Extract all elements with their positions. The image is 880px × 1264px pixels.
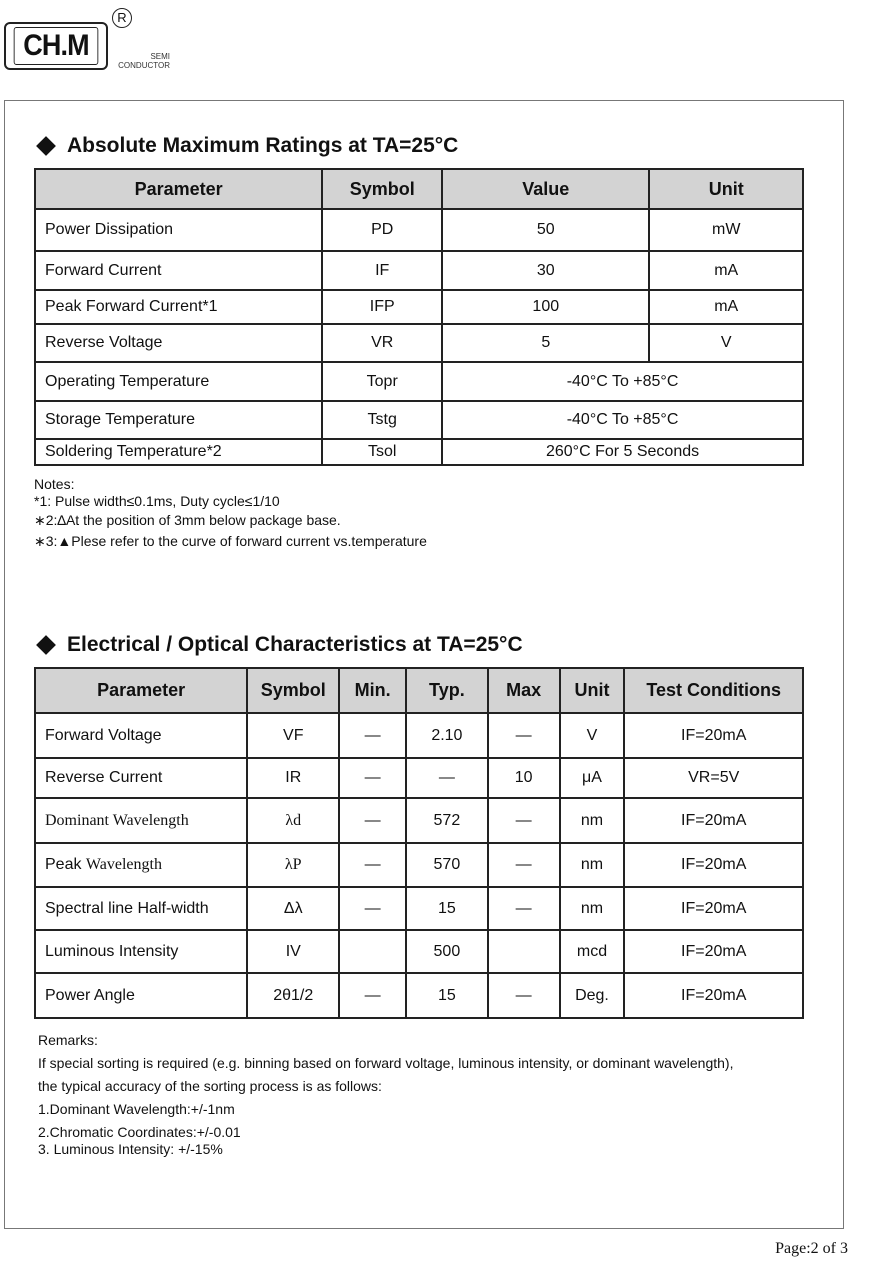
typ-cell: 572 bbox=[406, 798, 488, 843]
remarks-block bbox=[38, 1029, 733, 1158]
value-cell: 50 bbox=[442, 209, 649, 251]
table-row bbox=[35, 930, 803, 973]
unit-cell: V bbox=[560, 713, 625, 758]
min-cell bbox=[339, 930, 406, 973]
remarks-text: If special sorting is required (e.g. binning based on forward voltage, luminous intensity, or dominant wavelength), bbox=[38, 1055, 734, 1071]
condition-cell: IF=20mA bbox=[624, 843, 803, 887]
remark-item: 1.Dominant Wavelength:+/-1nm bbox=[38, 1101, 235, 1117]
typ-cell: 500 bbox=[406, 930, 488, 973]
max-cell: 10 bbox=[488, 758, 560, 798]
parameter-cell: Reverse Current bbox=[35, 758, 247, 798]
parameter-cell: Soldering Temperature*2 bbox=[35, 439, 322, 465]
unit-cell: Deg. bbox=[560, 973, 625, 1018]
parameter-cell: Peak Forward Current*1 bbox=[35, 290, 322, 324]
column-header: Symbol bbox=[247, 668, 339, 713]
typ-cell: 15 bbox=[406, 973, 488, 1018]
parameter-cell: Storage Temperature bbox=[35, 401, 322, 439]
table-row bbox=[35, 401, 803, 439]
typ-cell: — bbox=[406, 758, 488, 798]
column-header: Unit bbox=[649, 169, 803, 209]
table-header-row bbox=[35, 169, 803, 209]
parameter-cell: Operating Temperature bbox=[35, 362, 322, 401]
notes-block bbox=[34, 476, 427, 552]
unit-cell: mcd bbox=[560, 930, 625, 973]
column-header: Value bbox=[442, 169, 649, 209]
note-item: *1: Pulse width≤0.1ms, Duty cycle≤1/10 bbox=[34, 493, 280, 509]
max-cell: — bbox=[488, 798, 560, 843]
column-header: Test Conditions bbox=[624, 668, 803, 713]
symbol-cell: IF bbox=[322, 251, 442, 290]
parameter-cell bbox=[35, 843, 247, 887]
table-row bbox=[35, 713, 803, 758]
unit-cell: nm bbox=[560, 887, 625, 930]
value-cell: -40°C To +85°C bbox=[442, 362, 803, 401]
unit-cell: mA bbox=[649, 290, 803, 324]
table-row bbox=[35, 251, 803, 290]
tagline-line-1: SEMI bbox=[150, 52, 170, 61]
registered-trademark-icon: R bbox=[112, 8, 132, 28]
symbol-cell: IV bbox=[247, 930, 339, 973]
remark-item: 2.Chromatic Coordinates:+/-0.01 bbox=[38, 1124, 241, 1140]
value-cell: -40°C To +85°C bbox=[442, 401, 803, 439]
column-header: Typ. bbox=[406, 668, 488, 713]
typ-cell: 570 bbox=[406, 843, 488, 887]
table-row bbox=[35, 209, 803, 251]
condition-cell: IF=20mA bbox=[624, 713, 803, 758]
symbol-cell: Tstg bbox=[322, 401, 442, 439]
table-row bbox=[35, 758, 803, 798]
min-cell: — bbox=[339, 973, 406, 1018]
symbol-cell: IR bbox=[247, 758, 339, 798]
table-row bbox=[35, 887, 803, 930]
parameter-cell: Spectral line Half-width bbox=[35, 887, 247, 930]
table-header-row bbox=[35, 668, 803, 713]
symbol-cell: VR bbox=[322, 324, 442, 362]
notes-heading: Notes: bbox=[34, 476, 75, 492]
parameter-cell: Luminous Intensity bbox=[35, 930, 247, 973]
unit-cell: nm bbox=[560, 798, 625, 843]
page-number: Page:2 of 3 bbox=[775, 1240, 848, 1257]
min-cell: — bbox=[339, 887, 406, 930]
typ-cell: 15 bbox=[406, 887, 488, 930]
electrical-title-text: Electrical / Optical Characteristics at TA=25°C bbox=[67, 633, 523, 656]
condition-cell: IF=20mA bbox=[624, 798, 803, 843]
symbol-cell: IFP bbox=[322, 290, 442, 324]
table-row bbox=[35, 843, 803, 887]
condition-cell: IF=20mA bbox=[624, 973, 803, 1018]
min-cell: — bbox=[339, 843, 406, 887]
parameter-cell: Reverse Voltage bbox=[35, 324, 322, 362]
max-cell: — bbox=[488, 887, 560, 930]
condition-cell: IF=20mA bbox=[624, 930, 803, 973]
min-cell: — bbox=[339, 713, 406, 758]
value-cell: 260°C For 5 Seconds bbox=[442, 439, 803, 465]
note-item: ∗2:∆At the position of 3mm below package base. bbox=[34, 512, 341, 528]
value-cell: 100 bbox=[442, 290, 649, 324]
parameter-cell: Forward Voltage bbox=[35, 713, 247, 758]
parameter-prefix: Peak bbox=[45, 856, 86, 873]
remarks-heading: Remarks: bbox=[38, 1032, 98, 1048]
value-cell: 30 bbox=[442, 251, 649, 290]
diamond-bullet-icon bbox=[36, 635, 56, 655]
unit-cell: V bbox=[649, 324, 803, 362]
unit-cell: mW bbox=[649, 209, 803, 251]
electrical-title bbox=[36, 633, 523, 657]
parameter-cell: Power Dissipation bbox=[35, 209, 322, 251]
column-header: Parameter bbox=[35, 169, 322, 209]
absolute-max-table bbox=[34, 168, 804, 466]
logo-tagline bbox=[116, 52, 170, 70]
unit-cell: mA bbox=[649, 251, 803, 290]
symbol-cell: VF bbox=[247, 713, 339, 758]
column-header: Parameter bbox=[35, 668, 247, 713]
symbol-cell: λd bbox=[247, 798, 339, 843]
max-cell: — bbox=[488, 713, 560, 758]
symbol-cell: 2θ1/2 bbox=[247, 973, 339, 1018]
column-header: Symbol bbox=[322, 169, 442, 209]
table-row bbox=[35, 439, 803, 465]
electrical-table bbox=[34, 667, 804, 1019]
parameter-suffix: Wavelength bbox=[85, 856, 162, 873]
table-row bbox=[35, 362, 803, 401]
symbol-cell: PD bbox=[322, 209, 442, 251]
remarks-text: the typical accuracy of the sorting process is as follows: bbox=[38, 1078, 382, 1094]
note-item: ∗3:▲Plese refer to the curve of forward current vs.temperature bbox=[34, 533, 427, 549]
column-header: Min. bbox=[339, 668, 406, 713]
min-cell: — bbox=[339, 758, 406, 798]
parameter-cell: Dominant Wavelength bbox=[35, 798, 247, 843]
absolute-max-title bbox=[36, 134, 458, 158]
condition-cell: IF=20mA bbox=[624, 887, 803, 930]
min-cell: — bbox=[339, 798, 406, 843]
typ-cell: 2.10 bbox=[406, 713, 488, 758]
max-cell: — bbox=[488, 843, 560, 887]
symbol-cell: Topr bbox=[322, 362, 442, 401]
remark-item: 3. Luminous Intensity: +/-15% bbox=[38, 1141, 223, 1157]
symbol-cell: λP bbox=[247, 843, 339, 887]
unit-cell: μA bbox=[560, 758, 625, 798]
symbol-cell: Δλ bbox=[247, 887, 339, 930]
table-row bbox=[35, 973, 803, 1018]
parameter-cell: Power Angle bbox=[35, 973, 247, 1018]
diamond-bullet-icon bbox=[36, 136, 56, 156]
condition-cell: VR=5V bbox=[624, 758, 803, 798]
max-cell bbox=[488, 930, 560, 973]
tagline-line-2: CONDUCTOR bbox=[118, 61, 170, 70]
parameter-cell: Forward Current bbox=[35, 251, 322, 290]
column-header: Unit bbox=[560, 668, 625, 713]
value-cell: 5 bbox=[442, 324, 649, 362]
unit-cell: nm bbox=[560, 843, 625, 887]
logo-text: CH.M bbox=[14, 27, 99, 65]
table-row bbox=[35, 324, 803, 362]
table-row bbox=[35, 798, 803, 843]
table-row bbox=[35, 290, 803, 324]
column-header: Max bbox=[488, 668, 560, 713]
company-logo bbox=[4, 22, 108, 70]
symbol-cell: Tsol bbox=[322, 439, 442, 465]
max-cell: — bbox=[488, 973, 560, 1018]
absolute-max-title-text: Absolute Maximum Ratings at TA=25°C bbox=[67, 134, 459, 157]
